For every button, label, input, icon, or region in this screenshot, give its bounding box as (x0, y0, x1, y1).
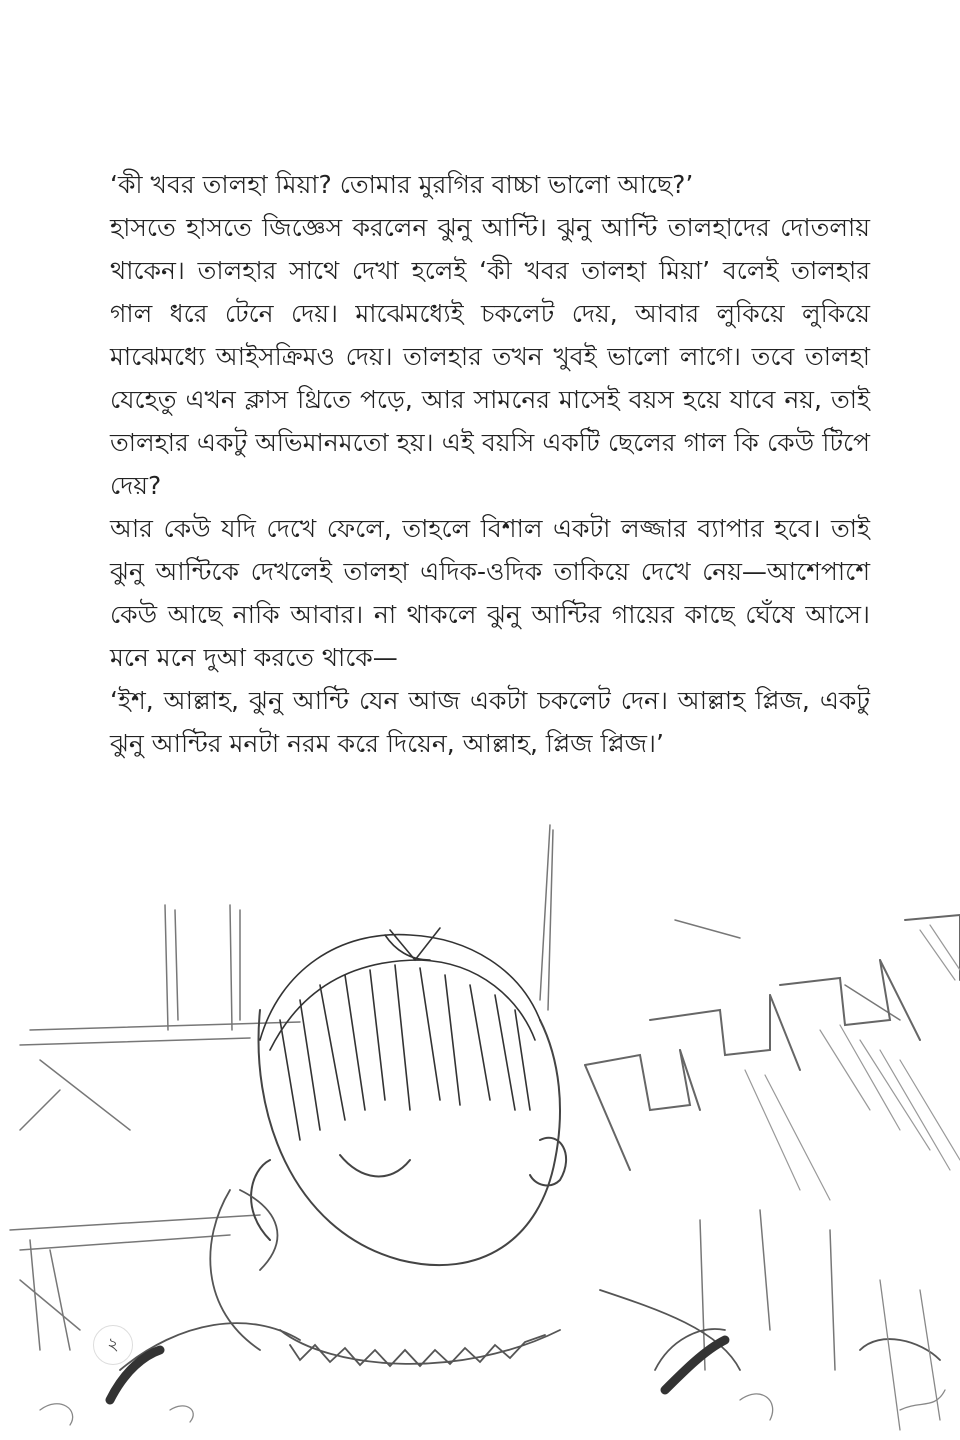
boy-shirt (120, 1290, 940, 1370)
boy-hands (210, 1190, 725, 1370)
staircase (585, 915, 960, 1170)
story-paragraph: আর কেউ যদি দেখে ফেলে, তাহলে বিশাল একটা লজ্জার ব্যাপার হবে। তাই ঝুনু আন্টিকে দেখলেই তালহা এদিক-ওদিক তাকিয়ে দেখে নেয়—আশেপাশে কেউ আছে নাকি আবার। না থাকলে ঝুনু আন্টির গায়ের কাছে ঘেঁষে আসে। মনে মনে দুআ করতে থাকে— (110, 514, 870, 672)
boy-face (251, 1010, 566, 1265)
story-text (110, 163, 870, 765)
stair-shading (745, 925, 960, 1200)
room-background (10, 825, 900, 1370)
story-paragraph: ‘ইশ, আল্লাহ, ঝুনু আন্টি যেন আজ একটা চকলেট দেন। আল্লাহ প্লিজ, একটু ঝুনু আন্টির মনটা নরম করে দিয়েন, আল্লাহ, প্লিজ প্লিজ।’ (110, 686, 870, 758)
story-paragraph: ‘কী খবর তালহা মিয়া? তোমার মুরগির বাচ্চা ভালো আছে?’ (110, 170, 694, 199)
story-paragraph: হাসতে হাসতে জিজ্ঞেস করলেন ঝুনু আন্টি। ঝুনু আন্টি তালহাদের দোতলায় থাকেন। তালহার সাথে দেখা হলেই ‘কী খবর তালহা মিয়া’ বলেই তালহার গাল ধরে টেনে দেয়। মাঝেমধ্যেই চকলেট দেয়, আবার লুকিয়ে লুকিয়ে মাঝেমধ্যে আইসক্রিমও দেয়। তালহার তখন খুবই ভালো লাগে। তবে তালহা যেহেতু এখন ক্লাস থ্রিতে পড়ে, আর সামনের মাসেই বয়স হয়ে যাবে নয়, তাই তালহার একটু অভিমানমতো হয়। এই বয়সি একটি ছেলের গাল কি কেউ টিপে দেয়? (110, 213, 870, 500)
pencil-sketch-illustration (0, 810, 960, 1440)
boy-hair (260, 928, 540, 1140)
page-number: ২ (93, 1325, 133, 1365)
wristbands (110, 1340, 725, 1400)
